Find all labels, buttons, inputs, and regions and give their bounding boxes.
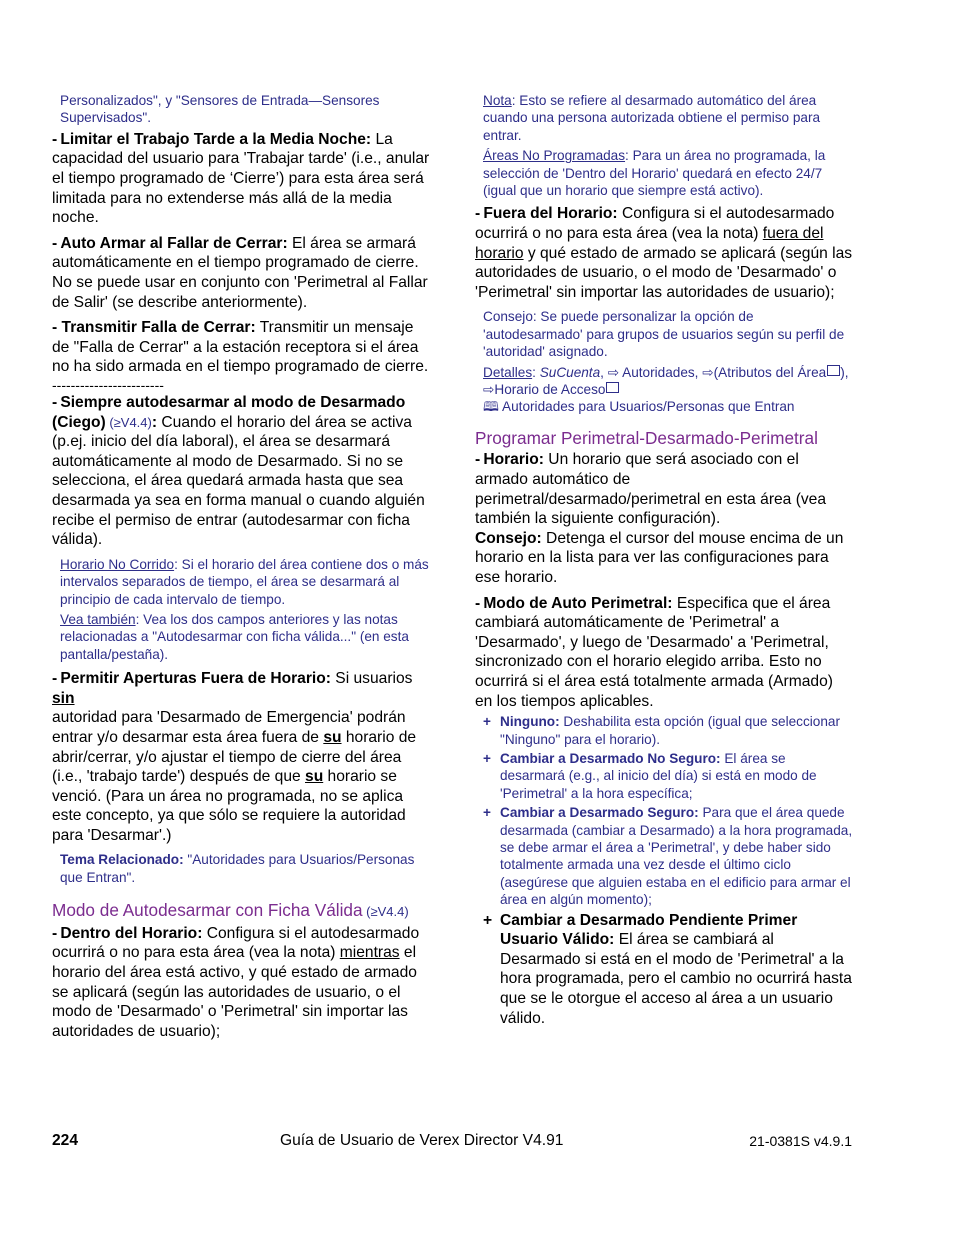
option-disarm-pending-first-user: + Cambiar a Desarmado Pendiente Primer Usuario Válido: El área se cambiará al Desarmado si está en el modo de 'Perimetral' a la hora programada, pero el cambio no ocurrirá hasta que se le otorgue el acceso al área a un usuario válido.: [483, 911, 852, 1027]
paragraph-off-schedule-openings: - Permitir Aperturas Fuera de Horario: Si usuarios sin autoridad para 'Desarmado de Emergencia' podrán entrar y/o desarmar esta área fuera de su horario de abrir/cerrar, y/o ajustar el tiempo de cierre del área (i.e., 'trabajo tarde') después de que su horario se venció. (Para un área no programada, no se aplica este concepto, ya que sólo se requiere la autoridad para 'Desarmar'.): [52, 670, 417, 844]
related-topic-note: Tema Relacionado: "Autoridades para Usuarios/Personas que Entran".: [60, 852, 415, 885]
plus-icon: +: [483, 750, 491, 766]
note-unscheduled-areas: Áreas No Programadas: Para un área no programada, la selección de 'Dentro del Horario' quedará en efecto 24/7 (igual que un horario que siempre está activo).: [483, 148, 826, 199]
book-icon: 🕮: [483, 399, 500, 415]
version-tag: (≥V4.4): [362, 904, 409, 920]
note-nota: Nota: Esto se refiere al desarmado automático del área cuando una persona autorizada obtiene el permiso para entrar.: [483, 93, 821, 143]
continued-note: Personalizados", y "Sensores de Entrada—Sensores Supervisados".: [60, 93, 380, 126]
left-column: [52, 92, 430, 1047]
page-number: 224: [52, 1132, 79, 1149]
book-reference: 🕮 Autoridades para Usuarios/Personas que Entran: [483, 399, 795, 415]
note-vea-tambien: Vea también: Vea los dos campos anteriores y las notas relacionadas a "Autodesarmar con ficha válida..." (en esta pantalla/pestaña).: [60, 611, 409, 662]
document-number: 21-0381S v4.9.1: [749, 1133, 852, 1149]
tip-note: Consejo: Se puede personalizar la opción de 'autodesarmado' para grupos de usuarios según su perfil de 'autoridad' asignado.: [483, 309, 845, 360]
footer-title: Guía de Usuario de Verex Director V4.91: [280, 1132, 564, 1149]
paragraph-outside-schedule: - Fuera del Horario: Configura si el autodesarmado ocurrirá o no para esta área (vea la nota) fuera del horario y qué estado de armado se aplicará (según las autoridades de usuario, o el modo de 'Desarmado' o 'Perimetral' sin importar las autoridades de usuario);: [475, 205, 853, 301]
details-note: Detalles: SuCuenta, ⇨ Autoridades, ⇨(Atributos del Área ), ⇨Horario de Acceso: [483, 364, 849, 398]
paragraph-tip: Consejo: Detenga el cursor del mouse encima de un horario en la lista para ver las configuraciones para ese horario.: [475, 529, 844, 586]
page-footer: [52, 1132, 852, 1154]
paragraph-within-schedule: - Dentro del Horario: Configura si el autodesarmado ocurrirá o no para esta área (vea la nota) mientras el horario del área está activo, y qué estado de armado se aplicará (según las autoridades de usuario, o el modo de 'Desarmado' o 'Perimetral' sin importar las autoridades de usuario);: [52, 924, 420, 1040]
separator-line: ------------------------: [52, 376, 164, 393]
section-heading-perimeter-schedule: Programar Perimetral-Desarmado-Perimetral: [475, 427, 818, 448]
plus-icon: +: [483, 911, 493, 929]
option-none: + Ninguno: Deshabilita esta opción (igual que seleccionar "Ninguno" para el horario).: [483, 714, 840, 747]
section-heading-auto-disarm: Modo de Autodesarmar con Ficha Válida (≥V4.4): [52, 900, 409, 921]
option-disarm-secure: + Cambiar a Desarmado Seguro: Para que el área quede desarmada (cambiar a Desarmado) a la hora programada, se debe armar el área a 'Perimetral', y debe haber sido totalmente armada una vez desde el último ciclo (asegúrese que alguien estaba en el edificio para armar el área en algún momento);: [483, 805, 853, 908]
plus-icon: +: [483, 714, 491, 730]
tab-icon: [606, 382, 619, 393]
plus-icon: +: [483, 805, 491, 821]
paragraph-auto-arm-fail-close: - Auto Armar al Fallar de Cerrar: El área se armará automáticamente en el tiempo programado de cierre. No se puede usar en conjunto con 'Perimetral al Fallar de Salir' (se describe anteriormente).: [52, 234, 428, 311]
paragraph-limit-late-work: - Limitar el Trabajo Tarde a la Media Noche: La capacidad del usuario para 'Trabajar tarde' (i.e., anular el tiempo programado de ‘Cierre’) para esta área será limitada para no extenderse más allá de la media noche.: [52, 130, 430, 227]
right-column: [475, 92, 853, 1028]
option-disarm-unsecure: + Cambiar a Desarmado No Seguro: El área se desarmará (e.g., al inicio del día) si está en modo de 'Perimetral' a la hora específica;: [483, 750, 817, 801]
version-tag: (≥V4.4): [105, 414, 152, 430]
note-horario-no-corrido: Horario No Corrido: Si el horario del área contiene dos o más intervalos separados de tiempo, el área se desarmará al principio de cada intervalo de tiempo.: [60, 556, 429, 607]
paragraph-transmit-fail-close: - Transmitir Falla de Cerrar: Transmitir un mensaje de "Falla de Cerrar" a la estación receptora si el área no ha sido armada en el tiempo programado de cierre.: [52, 319, 429, 376]
tab-icon: [827, 365, 840, 376]
paragraph-always-disarm: - Siempre autodesarmar al modo de Desarmado (Ciego) (≥V4.4): Cuando el horario del área se activa (p.ej. inicio del día laboral), el área se desarmará automáticamente al modo de Desarmado. Si no se selecciona, el área quedará armada hasta que sea desarmada ya sea en forma manual o cuando alguién recibe el permiso de entrar (autodesarmar con ficha válida).: [52, 393, 425, 549]
paragraph-schedule: - Horario: Un horario que será asociado con el armado automático de perimetral/desarmado/perimetral en esta área (vea también la siguiente configuración).: [475, 451, 827, 528]
paragraph-auto-perimeter-mode: - Modo de Auto Perimetral: Especifica que el área cambiará automáticamente de 'Perimetral' a 'Desarmado', y luego de 'Desarmado' a 'Perimetral, sincronizado con el horario elegido arriba. Esto no ocurrirá si el área está totalmente armada (Armado) en los tiempos aplicables.: [475, 594, 833, 710]
